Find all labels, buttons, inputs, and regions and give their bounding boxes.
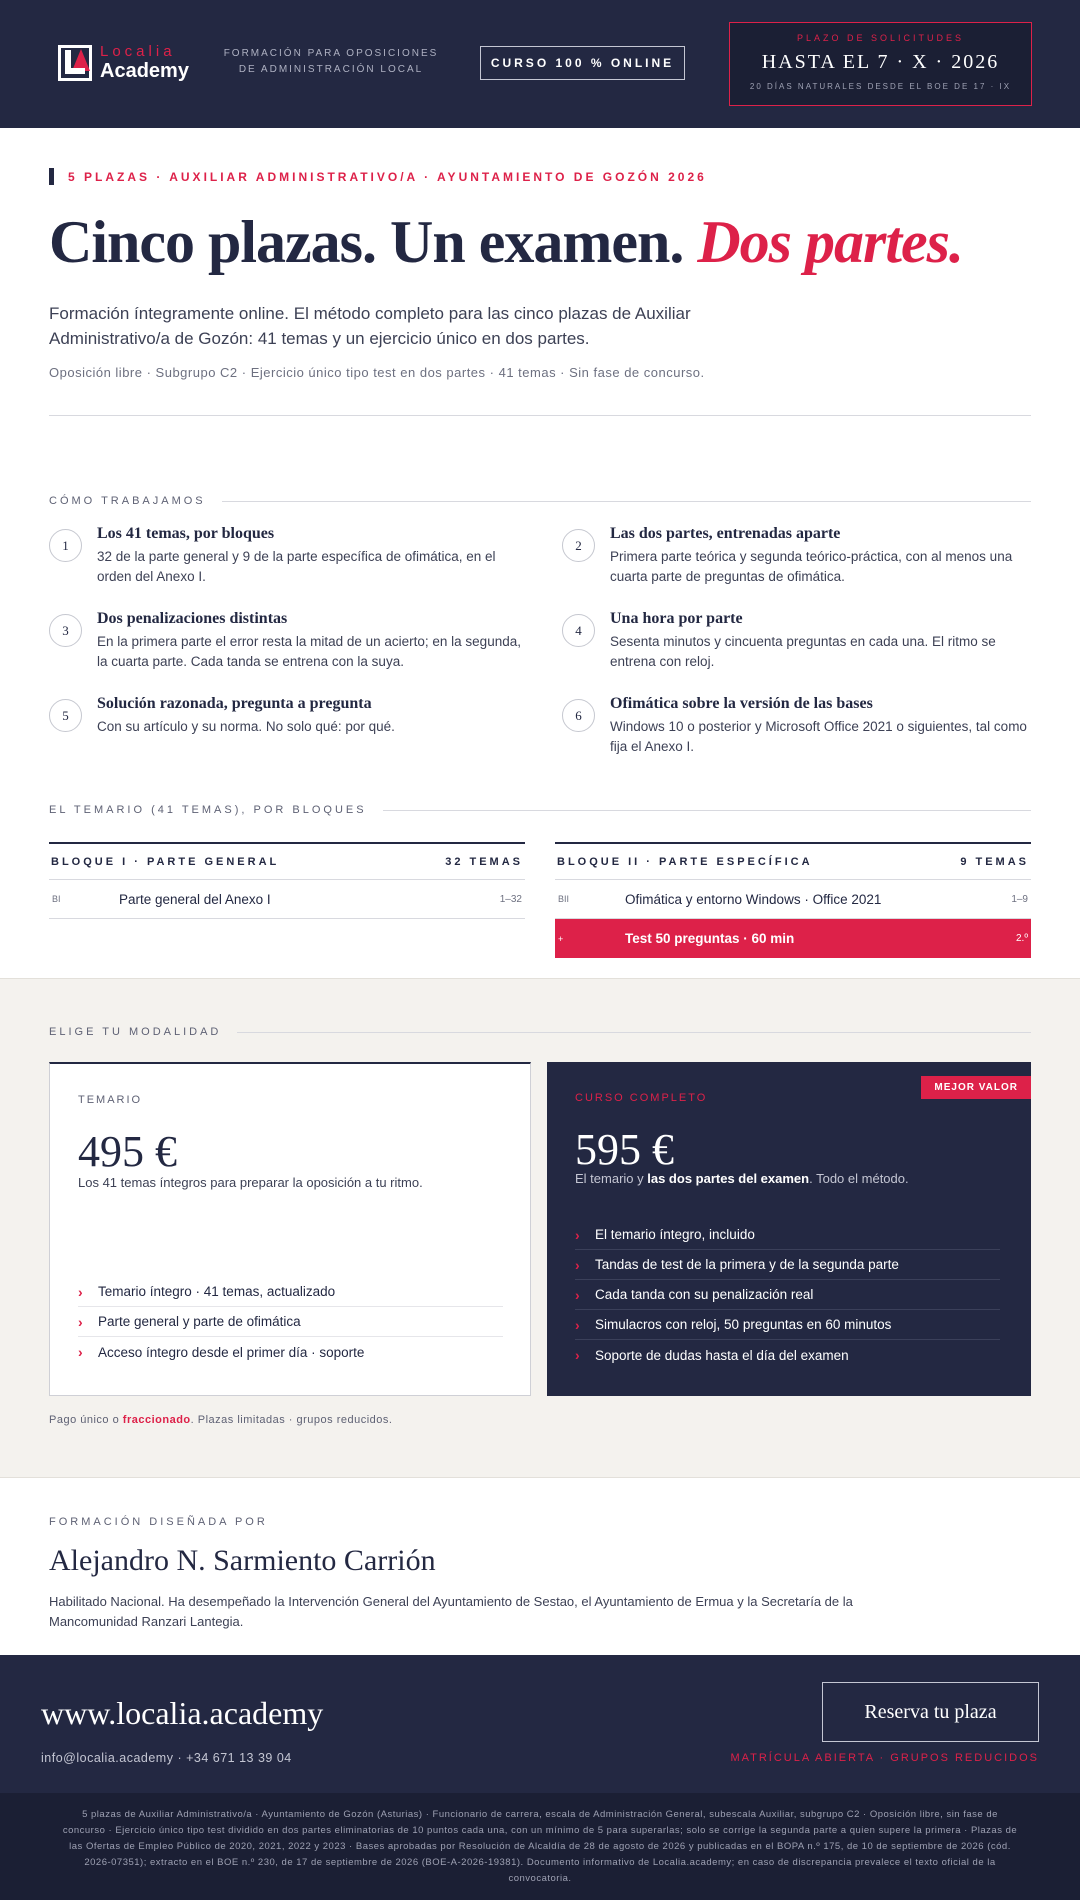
- table-row: [555, 880, 1031, 919]
- step-desc: Sesenta minutos y cincuenta preguntas en cada una. El ritmo se entrena con reloj.: [610, 634, 996, 669]
- list-item: › Soporte de dudas hasta el día del examen: [575, 1347, 849, 1363]
- section-label: [49, 495, 1031, 507]
- logo-mark-icon: [58, 45, 92, 81]
- tagline-line-1: FORMACIÓN PARA OPOSICIONES: [223, 48, 439, 59]
- hero-kicker: [49, 168, 1031, 185]
- step-desc: 32 de la parte general y 9 de la parte específica de ofimática, en el orden del Anexo I.: [97, 549, 496, 584]
- footer: [0, 1655, 1080, 1793]
- plan-label: CURSO COMPLETO: [575, 1092, 708, 1104]
- logo-top-text: Localia: [100, 43, 176, 60]
- block-header: [49, 842, 525, 880]
- section-label: [49, 1516, 1031, 1528]
- block-specific: [555, 842, 1031, 958]
- chevron-right-icon: ›: [575, 1286, 580, 1303]
- list-item: › Temario íntegro · 41 temas, actualizado: [78, 1277, 503, 1307]
- step-title: Dos penalizaciones distintas: [97, 610, 288, 627]
- chevron-right-icon: ›: [575, 1256, 580, 1273]
- payment-note: Pago único o fraccionado. Plazas limitadas · grupos reducidos.: [49, 1414, 393, 1426]
- row-code: +: [558, 933, 564, 944]
- hero-meta: Oposición libre · Subgrupo C2 · Ejercicio único tipo test en dos partes · 41 temas · Sin fase de concurso.: [49, 365, 705, 380]
- syllabus-label: EL TEMARIO (41 TEMAS), POR BLOQUES: [49, 804, 367, 816]
- page-title: [49, 209, 1031, 275]
- hero-subtitle: Formación íntegramente online. El método completo para las cinco plazas de Auxiliar Administrativo/a de Gozón: 41 temas y un ejercicio único en dos partes.: [49, 304, 691, 348]
- row-name: Test 50 preguntas · 60 min: [625, 931, 795, 946]
- row-name: Parte general del Anexo I: [119, 891, 271, 907]
- row-code: BII: [558, 894, 570, 904]
- contact-info[interactable]: info@localia.academy · +34 671 13 39 04: [41, 1751, 292, 1765]
- tagline: [216, 46, 446, 78]
- site-link[interactable]: www.localia.academy: [41, 1695, 324, 1731]
- online-badge: CURSO 100 % ONLINE: [480, 46, 685, 80]
- block-title: BLOQUE II · PARTE ESPECÍFICA: [557, 855, 813, 868]
- deadline-label: PLAZO DE SOLICITUDES: [796, 33, 965, 43]
- row-code: BI: [52, 894, 61, 904]
- chevron-right-icon: ›: [78, 1344, 83, 1360]
- author-bio: Habilitado Nacional. Ha desempeñado la Intervención General del Ayuntamiento de Sestao, el Ayuntamiento de Ermua y la Secretaría de la Mancomunidad Ranzari Lantegia.: [49, 1594, 853, 1629]
- method-label: CÓMO TRABAJAMOS: [49, 495, 206, 507]
- block-header: [555, 842, 1031, 880]
- syllabus-section: [0, 780, 1080, 958]
- steps-grid: [49, 525, 1031, 780]
- legal-text: 5 plazas de Auxiliar Administrativo/a · Ayuntamiento de Gozón (Asturias) · Funcionario de carrera, escala de Administración General, subescala Auxiliar, subgrupo C2 · Oposición libre, sin fase de concurso · Ejercicio único tipo test dividido en dos partes eliminatorias de 10 puntos cada una, con un mínimo de 5 para superarlas; solo se corrige la segunda parte a quien supere la primera · Plazas de las Ofertas de Empleo Público de 2020, 2021, 2022 y 2023 · Bases aprobadas por Resolución de Alcaldía de 28 de agosto de 2026 y publicadas en el BOPA n.º 175, de 10 de septiembre de 2026 (cód. 2026-07351); extracto en el BOE n.º 230, de 17 de septiembre de 2026 (BOE-A-2026-19381). Documento informativo de Localia.academy; en caso de discrepancia prevalece el texto oficial de la convocatoria.: [0, 1793, 1080, 1900]
- chevron-right-icon: ›: [78, 1313, 83, 1330]
- feature-list: [575, 1220, 1000, 1370]
- step-item: [562, 695, 1032, 780]
- section-label: [49, 804, 1031, 816]
- chevron-right-icon: ›: [575, 1226, 580, 1243]
- table-row: [49, 880, 525, 919]
- deadline-note: 20 DÍAS NATURALES DESDE EL BOE DE 17 · IX: [749, 82, 1012, 91]
- step-title: Ofimática sobre la versión de las bases: [610, 695, 873, 712]
- block-general: [49, 842, 525, 958]
- logo[interactable]: [58, 44, 189, 81]
- step-desc: Windows 10 o posterior y Microsoft Office 2021 o siguientes, tal como fija el Anexo I.: [610, 719, 1027, 754]
- cta-note: MATRÍCULA ABIERTA · GRUPOS REDUCIDOS: [730, 1752, 1039, 1764]
- plan-label: TEMARIO: [78, 1094, 143, 1106]
- reserve-button[interactable]: Reserva tu plaza: [822, 1682, 1039, 1742]
- step-item: [562, 525, 1032, 610]
- step-number: 3: [49, 614, 82, 647]
- list-item: › Simulacros con reloj, 50 preguntas en 60 minutos: [575, 1310, 1000, 1340]
- row-range: 1–32: [499, 893, 522, 905]
- deadline-date: HASTA EL 7 · X · 2026: [761, 51, 1000, 73]
- plan-card-temario[interactable]: [49, 1062, 531, 1396]
- author-name: Alejandro N. Sarmiento Carrión: [49, 1544, 436, 1577]
- step-item: [49, 695, 562, 780]
- step-item: [562, 610, 1032, 695]
- block-title: BLOQUE I · PARTE GENERAL: [51, 855, 280, 868]
- step-item: [49, 610, 562, 695]
- feature-list: [78, 1277, 503, 1367]
- author-section: [0, 1477, 1080, 1655]
- hero-section: [0, 128, 1080, 416]
- step-desc: Con su artículo y su norma. No solo qué: por qué.: [97, 719, 395, 734]
- tagline-line-2: DE ADMINISTRACIÓN LOCAL: [238, 64, 424, 75]
- section-label: [49, 1026, 1031, 1038]
- plan-price: 495 €: [78, 1127, 177, 1176]
- list-item: › El temario íntegro, incluido: [575, 1220, 1000, 1250]
- step-title: Los 41 temas, por bloques: [97, 525, 275, 542]
- installments-link[interactable]: fraccionado: [122, 1414, 191, 1426]
- list-item: › Tandas de test de la primera y de la segunda parte: [575, 1250, 1000, 1280]
- logo-bottom-text: Academy: [100, 60, 189, 82]
- deadline-box: [729, 22, 1032, 106]
- step-number: 2: [562, 529, 595, 562]
- table-row-highlight: [555, 919, 1031, 958]
- best-value-badge: MEJOR VALOR: [921, 1076, 1031, 1099]
- step-item: [49, 525, 562, 610]
- block-count: 9 TEMAS: [960, 855, 1029, 868]
- kicker-text: 5 PLAZAS · AUXILIAR ADMINISTRATIVO/A · AYUNTAMIENTO DE GOZÓN 2026: [68, 169, 707, 184]
- method-section: [0, 416, 1080, 780]
- chevron-right-icon: ›: [78, 1283, 83, 1300]
- author-label: FORMACIÓN DISEÑADA POR: [49, 1516, 268, 1528]
- step-number: 5: [49, 699, 82, 732]
- step-number: 4: [562, 614, 595, 647]
- list-item: › Acceso íntegro desde el primer día · soporte: [78, 1344, 365, 1360]
- step-desc: En la primera parte el error resta la mitad de un acierto; en la segunda, la cuarta parte. Cada tanda se entrena con la suya.: [97, 634, 521, 669]
- pricing-label: ELIGE TU MODALIDAD: [49, 1026, 222, 1038]
- title-accent: Dos partes.: [697, 209, 964, 275]
- list-item: › Parte general y parte de ofimática: [78, 1307, 503, 1337]
- row-range: 1–9: [1011, 893, 1028, 905]
- block-count: 32 TEMAS: [445, 855, 523, 868]
- title-main: Cinco plazas. Un examen.: [49, 209, 698, 275]
- plan-card-curso-completo[interactable]: [547, 1062, 1031, 1396]
- step-title: Solución razonada, pregunta a pregunta: [97, 695, 372, 712]
- step-title: Una hora por parte: [610, 610, 743, 627]
- row-name: Ofimática y entorno Windows · Office 2021: [625, 891, 882, 907]
- plan-desc: Los 41 temas íntegros para preparar la oposición a tu ritmo.: [78, 1175, 423, 1190]
- kicker-bar: [49, 168, 54, 185]
- chevron-right-icon: ›: [575, 1316, 580, 1333]
- plan-desc: El temario y las dos partes del examen. Todo el método.: [575, 1171, 909, 1186]
- step-number: 1: [49, 529, 82, 562]
- row-range: 2.º: [1016, 933, 1028, 944]
- header: [0, 0, 1080, 128]
- chevron-right-icon: ›: [575, 1347, 580, 1363]
- pricing-section: [0, 978, 1080, 1477]
- plan-price: 595 €: [575, 1125, 674, 1174]
- list-item: › Cada tanda con su penalización real: [575, 1280, 1000, 1310]
- step-title: Las dos partes, entrenadas aparte: [610, 525, 841, 542]
- step-number: 6: [562, 699, 595, 732]
- step-desc: Primera parte teórica y segunda teórico-práctica, con al menos una cuarta parte de preguntas de ofimática.: [610, 549, 1013, 584]
